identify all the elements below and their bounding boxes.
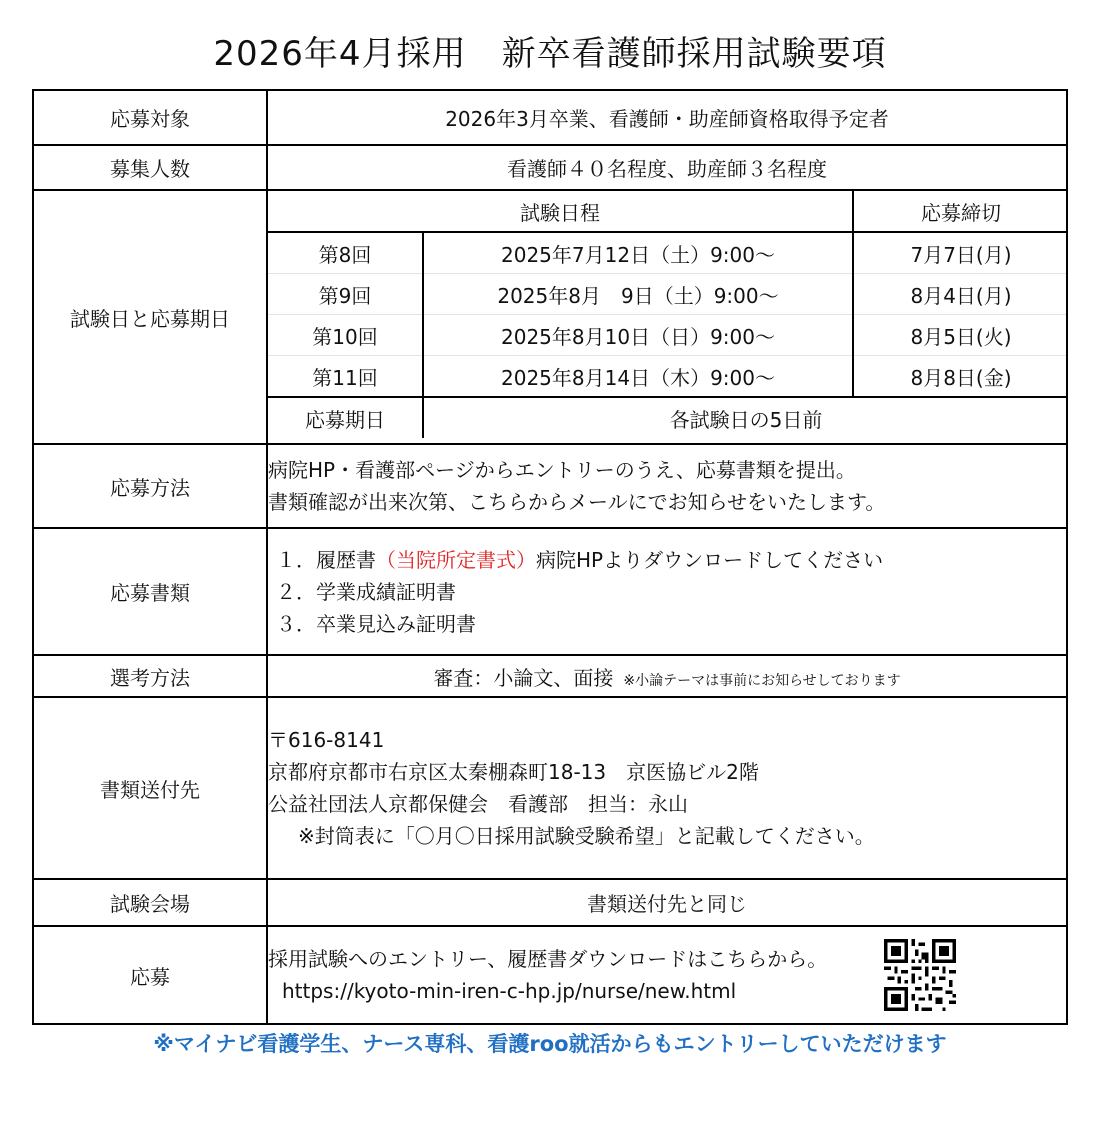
schedule-cell <box>267 190 1067 444</box>
selection-text: 審査：小論文、面接 <box>433 665 614 690</box>
document-item <box>276 544 1066 576</box>
count-value: 看護師４０名程度、助産師３名程度 <box>267 145 1067 190</box>
schedule-deadline-row <box>268 397 1068 438</box>
sendto-value <box>267 697 1067 879</box>
schedule-row <box>268 274 1068 315</box>
row-apply <box>33 926 1067 1024</box>
method-line: 病院HP・看護部ページからエントリーのうえ、応募書類を提出。 <box>268 458 856 482</box>
document-item-prefix: １．履歴書 <box>276 547 376 572</box>
schedule-label: 試験日と応募期日 <box>33 190 267 444</box>
deadline-value: 各試験日の5日前 <box>423 397 1068 438</box>
requirements-table <box>32 89 1068 1025</box>
schedule-deadline: 8月5日(火) <box>853 315 1068 356</box>
apply-url[interactable]: https://kyoto-min-iren-c-hp.jp/nurse/new.html <box>282 979 737 1003</box>
apply-value <box>267 926 1067 1024</box>
document-item: ２．学業成績証明書 <box>276 579 456 604</box>
row-target <box>33 90 1067 145</box>
schedule-header-row <box>268 191 1068 232</box>
deadline-label: 応募期日 <box>268 397 423 438</box>
row-sendto <box>33 697 1067 879</box>
apply-line: 採用試験へのエントリー、履歴書ダウンロードはこちらから。 <box>268 947 828 971</box>
sendto-postal: 〒616-8141 <box>268 728 385 752</box>
sendto-org: 公益社団法人京都保健会 看護部 担当：永山 <box>268 792 688 816</box>
footer-note: ※マイナビ看護学生、ナース専科、看護roo就活からもエントリーしていただけます <box>153 1032 947 1056</box>
schedule-deadline: 8月8日(金) <box>853 356 1068 398</box>
qr-code-icon[interactable] <box>884 939 956 1011</box>
schedule-table <box>268 191 1068 438</box>
schedule-round: 第8回 <box>318 242 372 267</box>
selection-value <box>267 655 1067 697</box>
sendto-label: 書類送付先 <box>33 697 267 879</box>
method-value <box>267 444 1067 528</box>
schedule-deadline: 8月4日(月) <box>853 274 1068 315</box>
selection-note: ※小論テーマは事前にお知らせしております <box>623 672 901 689</box>
schedule-round: 第9回 <box>268 274 423 315</box>
schedule-date: 2025年7月12日（土）9:00～ <box>423 232 853 274</box>
page-title: 2026年4月採用 新卒看護師採用試験要項 <box>213 34 887 74</box>
sendto-address: 京都府京都市右京区太秦棚森町18-13 京医協ビル2階 <box>268 760 759 784</box>
row-count <box>33 145 1067 190</box>
venue-value: 書類送付先と同じ <box>267 879 1067 926</box>
schedule-round: 第10回 <box>268 315 423 356</box>
row-method <box>33 444 1067 528</box>
schedule-row <box>268 232 1068 274</box>
schedule-header-date: 試験日程 <box>268 191 853 232</box>
schedule-row <box>268 315 1068 356</box>
venue-label: 試験会場 <box>33 879 267 926</box>
document-item-red: （当院所定書式） <box>376 547 536 572</box>
row-selection <box>33 655 1067 697</box>
sendto-note: ※封筒表に「〇月〇日採用試験受験希望」と記載してください。 <box>298 824 875 848</box>
documents-label: 応募書類 <box>33 528 267 655</box>
count-label: 募集人数 <box>33 145 267 190</box>
method-label: 応募方法 <box>33 444 267 528</box>
documents-value <box>267 528 1067 655</box>
document-item: ３．卒業見込み証明書 <box>276 611 476 636</box>
apply-label: 応募 <box>33 926 267 1024</box>
document-item-suffix: 病院HPよりダウンロードしてください <box>536 547 884 572</box>
schedule-date: 2025年8月14日（木）9:00～ <box>423 356 853 398</box>
schedule-header-deadline: 応募締切 <box>853 191 1068 232</box>
selection-label: 選考方法 <box>33 655 267 697</box>
target-label: 応募対象 <box>33 90 267 145</box>
row-schedule <box>33 190 1067 444</box>
schedule-deadline: 7月7日(月) <box>853 232 1068 274</box>
target-value: 2026年3月卒業、看護師・助産師資格取得予定者 <box>267 90 1067 145</box>
schedule-row <box>268 356 1068 398</box>
method-line: 書類確認が出来次第、こちらからメールにでお知らせをいたします。 <box>268 490 886 514</box>
row-venue <box>33 879 1067 926</box>
row-documents <box>33 528 1067 655</box>
schedule-round: 第11回 <box>268 356 423 398</box>
schedule-date: 2025年8月 9日（土）9:00～ <box>423 274 853 315</box>
schedule-date: 2025年8月10日（日）9:00～ <box>423 315 853 356</box>
